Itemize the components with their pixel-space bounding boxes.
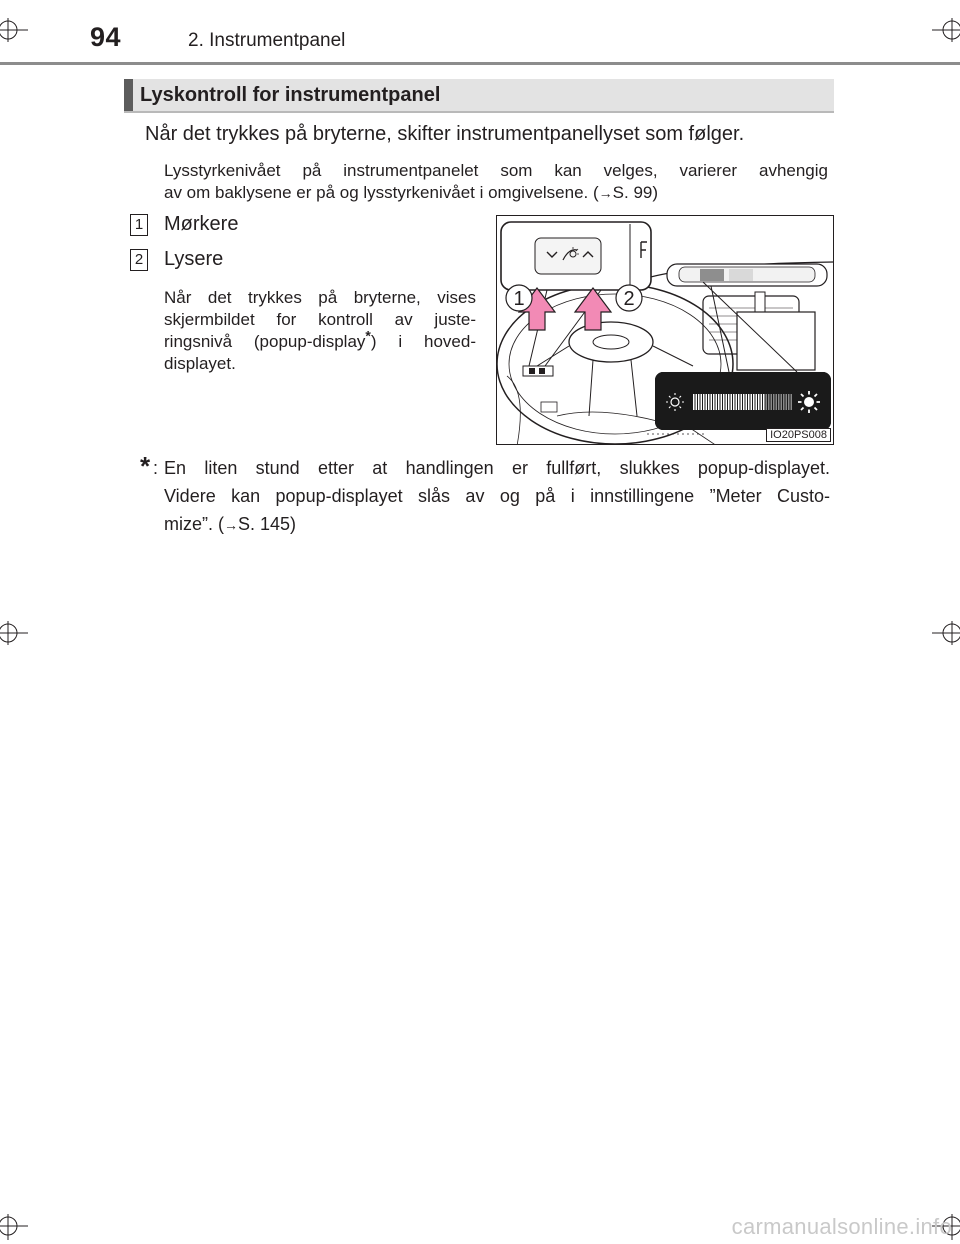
footnote-star-marker: *	[365, 327, 371, 344]
level-tick	[783, 394, 785, 410]
registration-mark-bottom-left	[0, 1212, 30, 1242]
level-tick	[786, 394, 788, 410]
level-tick	[733, 394, 735, 410]
level-tick	[711, 394, 713, 410]
bright-sun-icon	[798, 391, 820, 413]
footnote-line-1: En liten stund etter at handlingen er fullført, slukkes popup-displayet.	[164, 458, 830, 478]
dashboard-drawing	[497, 216, 834, 445]
note-line-2	[164, 182, 828, 204]
item-desc-line-2: skjermbildet for kontroll av juste-	[164, 310, 476, 329]
dashboard-illustration	[496, 215, 834, 445]
section-heading-text: Lyskontroll for instrumentpanel	[140, 84, 441, 106]
level-tick	[718, 394, 720, 410]
level-tick	[753, 394, 755, 410]
level-tick	[703, 394, 705, 410]
level-tick	[743, 394, 745, 410]
section-heading	[124, 79, 834, 113]
figure-code: IO20PS008	[766, 428, 831, 442]
level-tick	[748, 394, 750, 410]
level-tick	[713, 394, 715, 410]
level-tick	[763, 394, 765, 410]
item-desc-line-3b: ) i hoved-	[370, 332, 476, 351]
footnote-line-2: Videre kan popup-displayet slås av og på i innstillingene ”Meter Custo-	[164, 486, 830, 506]
footnote-line-3-text: mize”. (	[164, 514, 224, 534]
footnote	[140, 451, 830, 539]
level-tick	[788, 394, 790, 410]
note-line-1: Lysstyrkenivået på instrumentpanelet som kan velges, varierer avhengig	[164, 161, 828, 180]
item-number-box-1: 1	[130, 214, 148, 236]
registration-mark-mid-right	[930, 618, 960, 648]
item-desc-line-3	[164, 327, 476, 353]
level-tick	[758, 394, 760, 410]
level-tick	[761, 394, 763, 410]
footnote-colon: :	[153, 458, 159, 478]
level-tick	[781, 394, 783, 410]
callout-number-1: 1	[513, 288, 525, 310]
item-2-description	[164, 287, 476, 375]
level-tick	[726, 394, 728, 410]
level-tick	[751, 394, 753, 410]
note-paragraph	[164, 160, 828, 204]
level-tick	[701, 394, 703, 410]
item-desc-line-4: displayet.	[164, 354, 236, 373]
level-tick	[716, 394, 718, 410]
footnote-star: *	[140, 451, 151, 481]
level-tick	[693, 394, 695, 410]
callout-number-2: 2	[623, 288, 635, 310]
level-tick	[776, 394, 778, 410]
page-reference-link[interactable]: S. 99)	[612, 183, 659, 202]
watermark: carmanualsonline.info	[731, 1214, 952, 1239]
reference-arrow-icon: →	[224, 517, 238, 533]
level-tick	[696, 394, 698, 410]
level-tick	[708, 394, 710, 410]
page-number: 94	[90, 22, 122, 52]
item-label-darker: Mørkere	[164, 213, 239, 235]
level-tick	[791, 394, 793, 410]
registration-mark-mid-left	[0, 618, 30, 648]
chapter-title: 2. Instrumentpanel	[188, 30, 346, 51]
section-heading-bar	[124, 79, 133, 111]
page-reference-link[interactable]: S. 145)	[238, 514, 297, 534]
level-tick	[706, 394, 708, 410]
registration-mark-top-left	[0, 12, 30, 42]
level-tick	[723, 394, 725, 410]
level-tick	[746, 394, 748, 410]
level-tick	[778, 394, 780, 410]
registration-mark-top-right	[930, 12, 960, 42]
item-desc-line-1: Når det trykkes på bryterne, vises	[164, 288, 476, 307]
level-tick	[756, 394, 758, 410]
level-tick	[773, 394, 775, 410]
level-tick	[721, 394, 723, 410]
note-line-2-text: av om baklysene er på og lysstyrkenivået i omgivelsene. (	[164, 183, 599, 202]
item-desc-line-3a: ringsnivå (popup-display	[164, 332, 366, 351]
item-label-brighter: Lysere	[164, 248, 224, 270]
level-tick	[738, 394, 740, 410]
level-tick	[771, 394, 773, 410]
level-tick	[768, 394, 770, 410]
level-tick	[766, 394, 768, 410]
footnote-line-3	[164, 510, 830, 539]
lead-paragraph: Når det trykkes på bryterne, skifter instrumentpanellyset som følger.	[145, 123, 745, 145]
item-number-box-2: 2	[130, 249, 148, 271]
reference-arrow-icon: →	[598, 185, 613, 201]
level-tick	[741, 394, 743, 410]
level-tick	[736, 394, 738, 410]
level-tick	[731, 394, 733, 410]
level-tick	[728, 394, 730, 410]
level-tick	[698, 394, 700, 410]
header-rule	[0, 62, 960, 65]
